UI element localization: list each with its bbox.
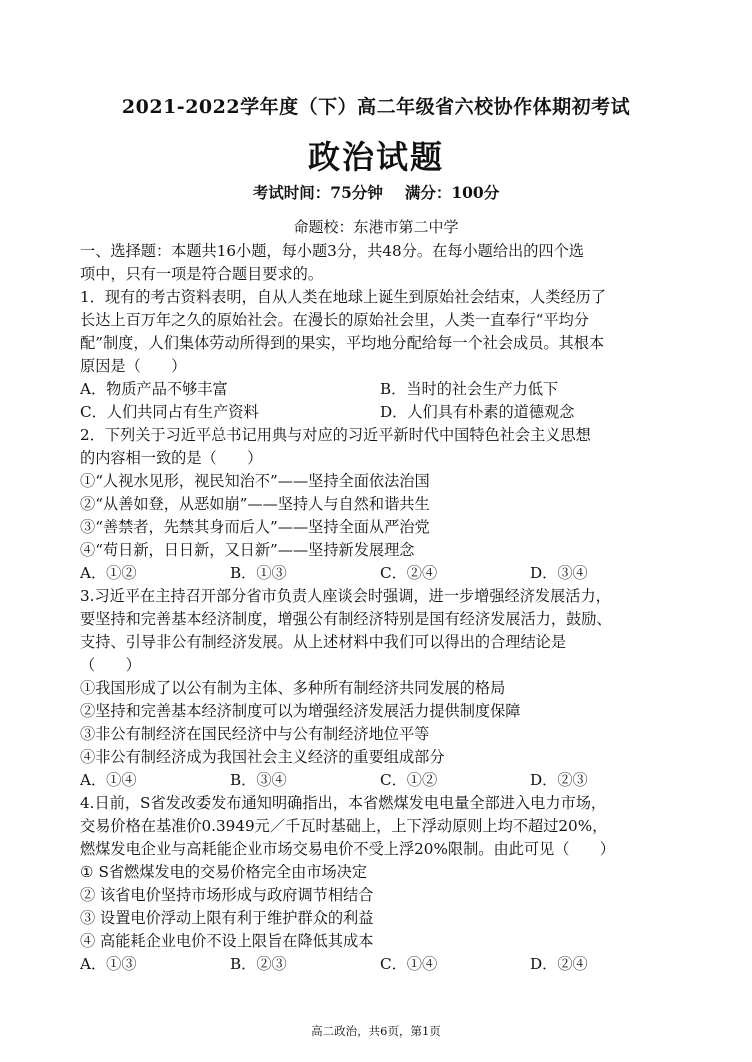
question-line: 要坚持和完善基本经济制度，增强公有制经济特别是国有经济发展活力，鼓励、 xyxy=(80,610,612,628)
option-b: B．②③ xyxy=(230,955,287,973)
option-b: B．当时的社会生产力低下 xyxy=(380,380,559,398)
exam-time: 考试时间：75分钟 xyxy=(252,183,383,202)
option-row xyxy=(80,378,680,401)
option-c: C．①② xyxy=(380,771,438,789)
statement-line: ④ 高能耗企业电价不设上限旨在降低其成本 xyxy=(80,932,374,950)
option-row xyxy=(80,401,680,424)
question-4 xyxy=(80,792,680,976)
option-a: A．①③ xyxy=(80,955,137,973)
section-heading: 一、选择题：本题共16小题，每小题3分，共48分。在每小题给出的四个选 xyxy=(80,242,584,260)
statement-line: ④“苟日新，日日新，又日新”——坚持新发展理念 xyxy=(80,541,415,559)
option-row xyxy=(80,953,680,976)
option-row xyxy=(80,562,680,585)
question-line: 原因是（ ） xyxy=(80,357,187,375)
option-b: B．③④ xyxy=(230,771,287,789)
question-line: 配”制度，人们集体劳动所得到的果实，平均地分配给每一个社会成员。其根本 xyxy=(80,334,605,352)
page-footer: 高二政治，共6页，第1页 xyxy=(311,1024,441,1038)
option-a: A．物质产品不够丰富 xyxy=(80,380,228,398)
question-line: 2．下列关于习近平总书记用典与对应的习近平新时代中国特色社会主义思想 xyxy=(80,426,591,444)
statement-line: ① S省燃煤发电的交易价格完全由市场决定 xyxy=(80,863,368,881)
option-row xyxy=(80,769,680,792)
question-2 xyxy=(80,424,680,585)
statement-line: ②“从善如登，从恶如崩”——坚持人与自然和谐共生 xyxy=(80,495,430,513)
question-line: 长达上百万年之久的原始社会。在漫长的原始社会里，人类一直奉行“平均分 xyxy=(80,311,589,329)
subject-title: 政治试题 xyxy=(307,138,444,176)
exam-body xyxy=(80,240,680,976)
question-line: 3.习近平在主持召开部分省市负责人座谈会时强调，进一步增强经济发展活力， xyxy=(80,587,611,605)
question-line: 交易价格在基准价0.3949元／千瓦时基础上，上下浮动原则上均不超过20%， xyxy=(80,817,608,835)
exam-score: 满分：100分 xyxy=(404,183,500,202)
option-a: A．①② xyxy=(80,564,137,582)
option-a: A．①④ xyxy=(80,771,137,789)
exam-title: 2021-2022学年度（下）高二年级省六校协作体期初考试 xyxy=(121,96,631,118)
statement-line: ② 该省电价坚持市场形成与政府调节相结合 xyxy=(80,886,374,904)
exam-meta xyxy=(0,181,752,203)
statement-line: ③“善禁者，先禁其身而后人”——坚持全面从严治党 xyxy=(80,518,430,536)
option-d: D．③④ xyxy=(530,564,588,582)
option-c: C．①④ xyxy=(380,955,438,973)
question-line: （ ） xyxy=(80,656,141,674)
school-line: 命题校：东港市第二中学 xyxy=(293,218,459,236)
statement-line: ①“人视水见形，视民知治不”——坚持全面依法治国 xyxy=(80,472,430,490)
option-d: D．②③ xyxy=(530,771,588,789)
option-d: D．人们具有朴素的道德观念 xyxy=(380,403,575,421)
statement-line: ④非公有制经济成为我国社会主义经济的重要组成部分 xyxy=(80,748,445,766)
statement-line: ③ 设置电价浮动上限有利于维护群众的利益 xyxy=(80,909,374,927)
question-line: 4.日前，S省发改委发布通知明确指出，本省燃煤发电电量全部进入电力市场， xyxy=(80,794,607,812)
statement-line: ③非公有制经济在国民经济中与公有制经济地位平等 xyxy=(80,725,430,743)
statement-line: ②坚持和完善基本经济制度可以为增强经济发展活力提供制度保障 xyxy=(80,702,521,720)
statement-line: ①我国形成了以公有制为主体、多种所有制经济共同发展的格局 xyxy=(80,679,506,697)
question-line: 燃煤发电企业与高耗能企业市场交易电价不受上浮20%限制。由此可见（ ） xyxy=(80,840,615,858)
question-3 xyxy=(80,585,680,792)
option-c: C．人们共同占有生产资料 xyxy=(80,403,259,421)
question-line: 支持、引导非公有制经济发展。从上述材料中我们可以得出的合理结论是 xyxy=(80,633,566,651)
question-line: 的内容相一致的是（ ） xyxy=(80,449,263,467)
option-d: D．②④ xyxy=(530,955,588,973)
option-c: C．②④ xyxy=(380,564,438,582)
section-heading-cont: 项中，只有一项是符合题目要求的。 xyxy=(80,265,323,283)
question-line: 1．现有的考古资料表明，自从人类在地球上诞生到原始社会结束，人类经历了 xyxy=(80,288,607,306)
question-1 xyxy=(80,286,680,424)
option-b: B．①③ xyxy=(230,564,287,582)
